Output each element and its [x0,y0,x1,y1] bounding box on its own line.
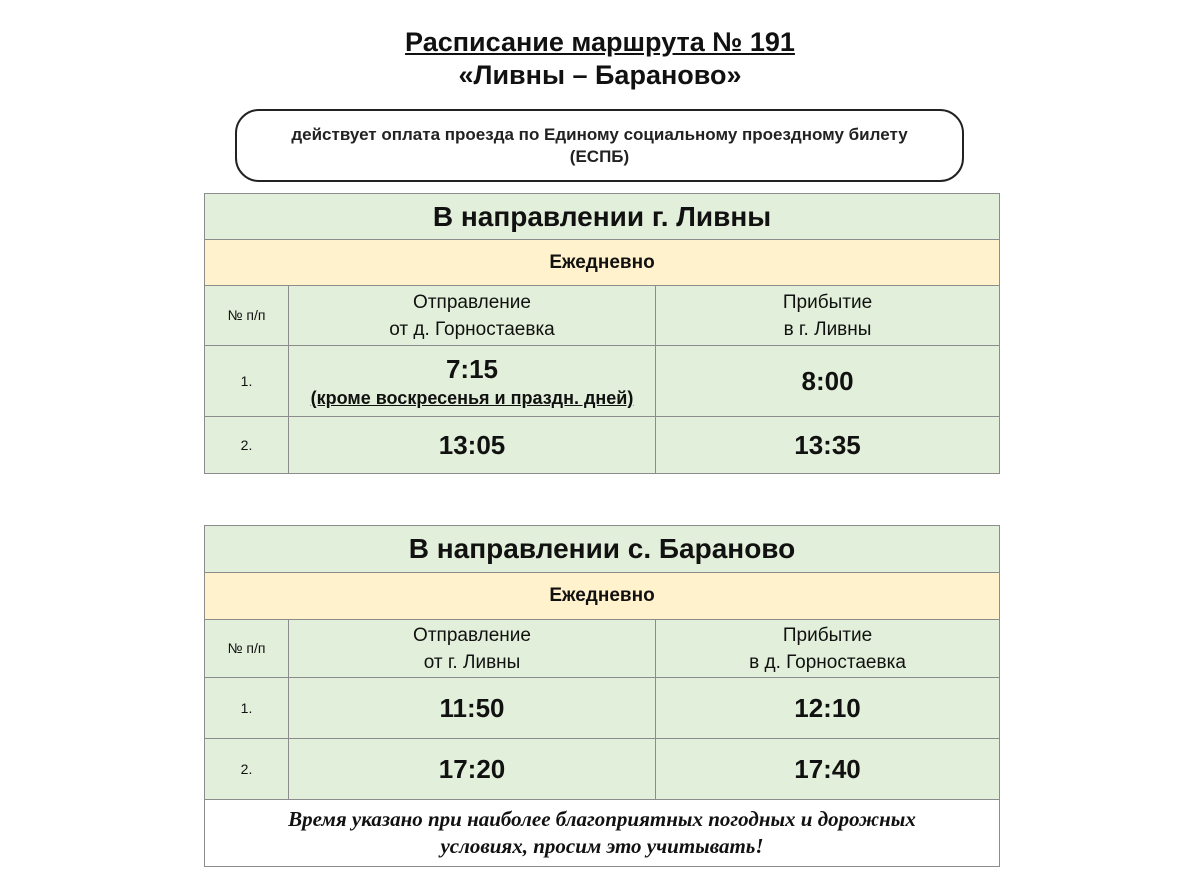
payment-notice [235,109,964,182]
departure-time: 13:05 [289,417,656,474]
departure-time-cell [289,346,656,417]
arrival-place: в г. Ливны [783,318,872,340]
row-number: 2. [205,417,289,474]
notice-line-2: (ЕСПБ) [569,147,630,166]
arrival-time: 12:10 [656,678,1000,739]
row-number: 1. [205,346,289,417]
column-header-number: № п/п [205,286,289,346]
days-label: Ежедневно [205,240,1000,286]
departure-label: Отправление [413,624,531,646]
departure-time: 11:50 [289,678,656,739]
table-row [205,417,1000,474]
table-heading: В направлении с. Бараново [205,526,1000,573]
schedule-table-to-livny [204,193,1000,474]
arrival-place: в д. Горностаевка [749,651,906,673]
departure-time: 7:15 [445,353,499,384]
arrival-time: 8:00 [656,346,1000,417]
conditions-note-line-2: условиях, просим это учитывать! [440,834,764,858]
notice-line-1: действует оплата проезда по Единому социальному проездному билету [291,125,908,144]
column-header-departure [289,620,656,678]
table-heading: В направлении г. Ливны [205,194,1000,240]
departure-time: 17:20 [289,739,656,800]
conditions-note [205,800,1000,867]
arrival-time: 17:40 [656,739,1000,800]
column-header-arrival [656,620,1000,678]
row-number: 1. [205,678,289,739]
departure-place: от г. Ливны [423,651,521,673]
row-number: 2. [205,739,289,800]
table-row [205,678,1000,739]
schedule-table-to-baranovo [204,525,1000,867]
table-row [205,346,1000,417]
table-row [205,739,1000,800]
column-header-number: № п/п [205,620,289,678]
departure-note: (кроме воскресенья и праздн. дней) [310,387,634,408]
route-subtitle: «Ливны – Бараново» [458,60,742,90]
conditions-note-line-1: Время указано при наиболее благоприятных погодных и дорожных [288,807,916,831]
days-label: Ежедневно [205,573,1000,620]
column-header-departure [289,286,656,346]
page-title: Расписание маршрута № 191 [405,27,795,57]
departure-label: Отправление [413,291,531,313]
arrival-label: Прибытие [782,291,873,313]
arrival-label: Прибытие [782,624,873,646]
column-header-arrival [656,286,1000,346]
departure-place: от д. Горностаевка [389,318,555,340]
arrival-time: 13:35 [656,417,1000,474]
